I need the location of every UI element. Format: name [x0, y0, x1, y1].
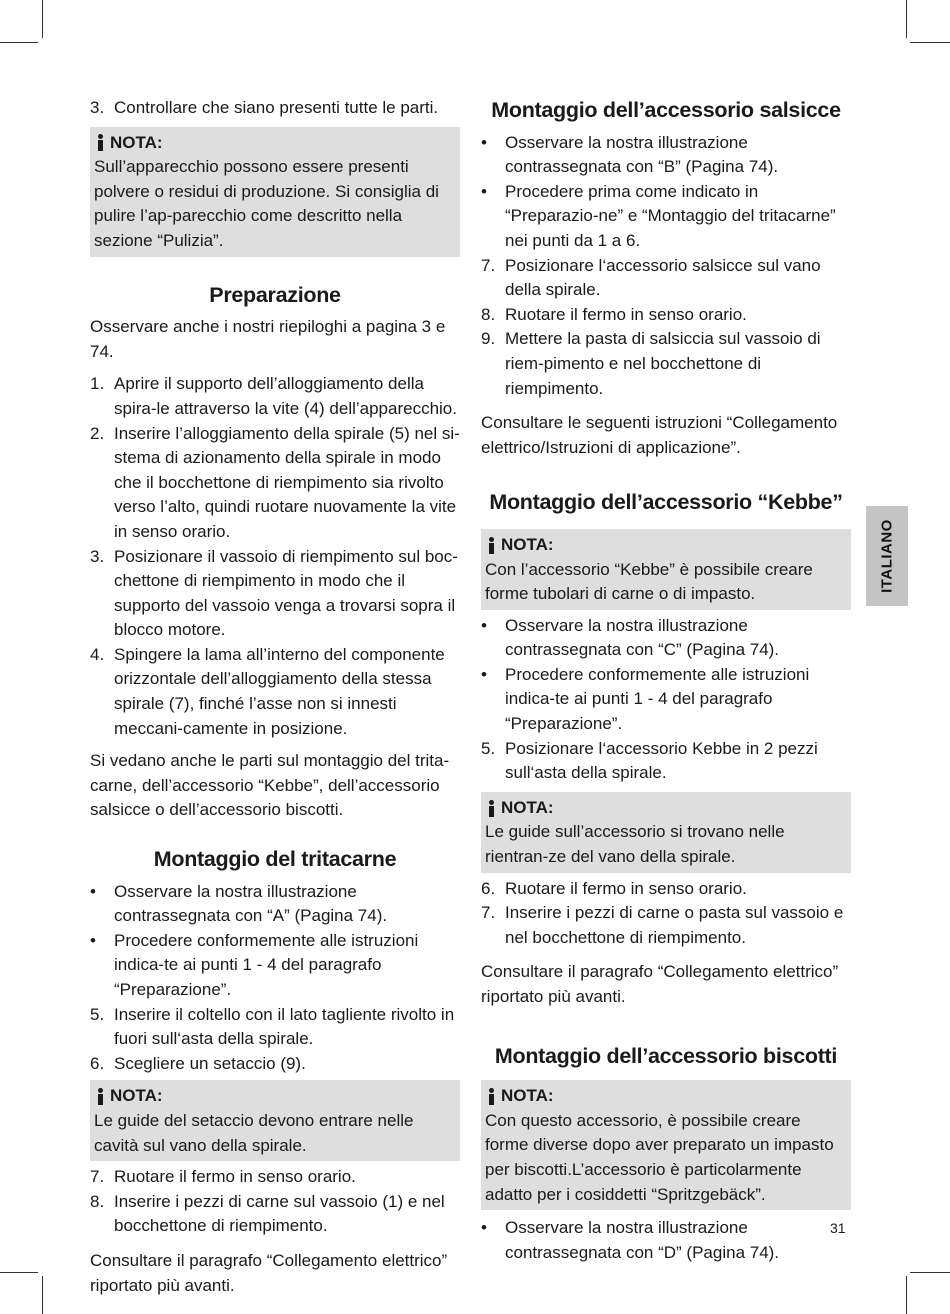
bullet-list [90, 880, 460, 1003]
list-item: • Osservare la nostra illustrazione contrassegnata con “C” (Pagina 74). [481, 615, 780, 660]
numbered-list [90, 1003, 460, 1077]
language-tab-label: ITALIANO [878, 519, 896, 593]
list-item: • Procedere prima come indicato in “Preparazio-ne” e “Montaggio del tritacarne” nei punti da 1 a 6. [481, 181, 836, 250]
note-heading: NOTA: [94, 131, 456, 156]
note-heading: NOTA: [485, 533, 847, 558]
section-title: Preparazione [209, 282, 341, 307]
info-icon [485, 537, 497, 554]
list-item: 6. Ruotare il fermo in senso orario. [481, 878, 747, 898]
list-item: 3. Controllare che siano presenti tutte le parti. [90, 98, 439, 117]
section-title: Montaggio dell’accessorio salsicce [491, 98, 841, 122]
note-heading: NOTA: [485, 1084, 847, 1109]
numbered-list [90, 1165, 460, 1239]
info-icon [94, 134, 106, 151]
language-tab [866, 506, 908, 606]
list-item: 7. Ruotare il fermo in senso orario. [90, 1167, 356, 1187]
crop-mark [910, 42, 950, 43]
list-item: 1. Aprire il supporto dell’alloggiamento della spira-le attraverso la vite (4) dell’apparecchio. [90, 374, 457, 418]
crop-mark [910, 1272, 950, 1273]
list-item: 8. Inserire i pezzi di carne sul vassoio (1) e nel bocchettone di riempimento. [90, 1191, 445, 1236]
crop-mark [42, 1276, 43, 1314]
list-item: • Osservare la nostra illustrazione contrassegnata con “B” (Pagina 74). [481, 132, 779, 177]
list-item: 6. Scegliere un setaccio (9). [90, 1053, 306, 1073]
list-item: • Osservare la nostra illustrazione contrassegnata con “D” (Pagina 74). [481, 1218, 780, 1262]
info-icon [485, 1088, 497, 1105]
crop-mark [906, 1276, 907, 1314]
list-item: 3. Posizionare il vassoio di riempimento sul boc-chettone di riempimento in modo che il supporto del vassoio venga a trovarsi sopra il blocco motore. [90, 546, 458, 640]
note-box [90, 127, 460, 257]
numbered-list [481, 737, 851, 786]
paragraph: Si vedano anche le parti sul montaggio del trita-carne, dell’accessorio “Kebbe”, dell’accessorio salsicce o dell’accessorio biscotti. [90, 751, 450, 820]
note-box [90, 1080, 460, 1161]
bullet-list [481, 1216, 851, 1265]
note-text: Le guide del setaccio devono entrare nelle cavità sul vano della spirale. [94, 1110, 414, 1155]
section-title: Montaggio dell’accessorio biscotti [494, 1043, 838, 1068]
list-item: 7. Posizionare l‘accessorio salsicce sul vano della spirale. [481, 255, 821, 300]
list-item: • Procedere conformemente alle istruzioni indica-te ai punti 1 - 4 del paragrafo “Preparazione”. [90, 930, 419, 999]
section-title: Montaggio del tritacarne [153, 847, 397, 872]
crop-mark [0, 1272, 38, 1273]
list-item: 7. Inserire i pezzi di carne o pasta sul vassoio e nel bocchettone di riempimento. [481, 903, 844, 947]
bullet-list [481, 614, 851, 737]
note-box [481, 529, 851, 610]
crop-mark [0, 42, 38, 43]
paragraph: Consultare il paragrafo “Collegamento elettrico” riportato più avanti. [481, 962, 839, 1006]
list-item: 4. Spingere la lama all’interno del componente orizzontale dell’alloggiamento della stessa spirale (7), finché l’asse non si innesti meccani-camente in posizione. [90, 644, 445, 738]
numbered-list [481, 877, 851, 951]
list-item: • Procedere conformemente alle istruzioni indica-te ai punti 1 - 4 del paragrafo “Preparazione”. [481, 664, 810, 734]
note-text: Con l’accessorio “Kebbe” è possibile creare forme tubolari di carne o di impasto. [485, 559, 813, 604]
paragraph: Osservare anche i nostri riepiloghi a pagina 3 e 74. [90, 317, 446, 361]
paragraph: Consultare le seguenti istruzioni “Collegamento elettrico/Istruzioni di applicazione”. [481, 413, 838, 457]
list-item: 2. Inserire l’alloggiamento della spirale (5) nel si-stema di azionamento della spirale in modo che il bocchettone di riempimento sia rivolto verso l’alto, quindi ruotare nuovamente la vite in senso orario. [90, 423, 460, 541]
note-text: Sull’apparecchio possono essere presenti polvere o residui di produzione. Si consiglia di pulire l’ap-parecchio come descritto nella sezione “Pulizia”. [94, 157, 439, 250]
page-number: 31 [830, 1220, 846, 1236]
info-icon [94, 1088, 106, 1105]
section-title: Montaggio dell’accessorio “Kebbe” [489, 490, 843, 515]
note-text: Con questo accessorio, è possibile creare forme diverse dopo aver preparato un impasto per biscotti.L’accessorio è particolarmente adatto per i cosiddetti “Spritzgebäck”. [485, 1110, 834, 1204]
crop-mark [42, 0, 43, 38]
crop-mark [906, 0, 907, 38]
left-column [90, 96, 460, 1298]
note-heading: NOTA: [94, 1084, 456, 1109]
list-item: 8. Ruotare il fermo in senso orario. [481, 304, 747, 324]
bullet-list [481, 131, 851, 254]
note-box [481, 1080, 851, 1210]
note-box [481, 792, 851, 873]
note-text: Le guide sull’accessorio si trovano nelle rientran-ze del vano della spirale. [485, 822, 785, 867]
list-item: 5. Inserire il coltello con il lato tagliente rivolto in fuori sull‘asta della spirale. [90, 1004, 455, 1049]
list-item: • Osservare la nostra illustrazione contrassegnata con “A” (Pagina 74). [90, 881, 388, 926]
info-icon [485, 800, 497, 817]
numbered-list [90, 372, 460, 741]
paragraph: Consultare il paragrafo “Collegamento elettrico” riportato più avanti. [90, 1250, 448, 1295]
right-column [481, 96, 851, 1265]
note-heading: NOTA: [485, 796, 847, 821]
list-item: 9. Mettere la pasta di salsiccia sul vassoio di riem-pimento e nel bocchettone di riempimento. [481, 329, 821, 398]
list-item: 5. Posizionare l‘accessorio Kebbe in 2 pezzi sull‘asta della spirale. [481, 738, 818, 783]
numbered-list [481, 254, 851, 402]
